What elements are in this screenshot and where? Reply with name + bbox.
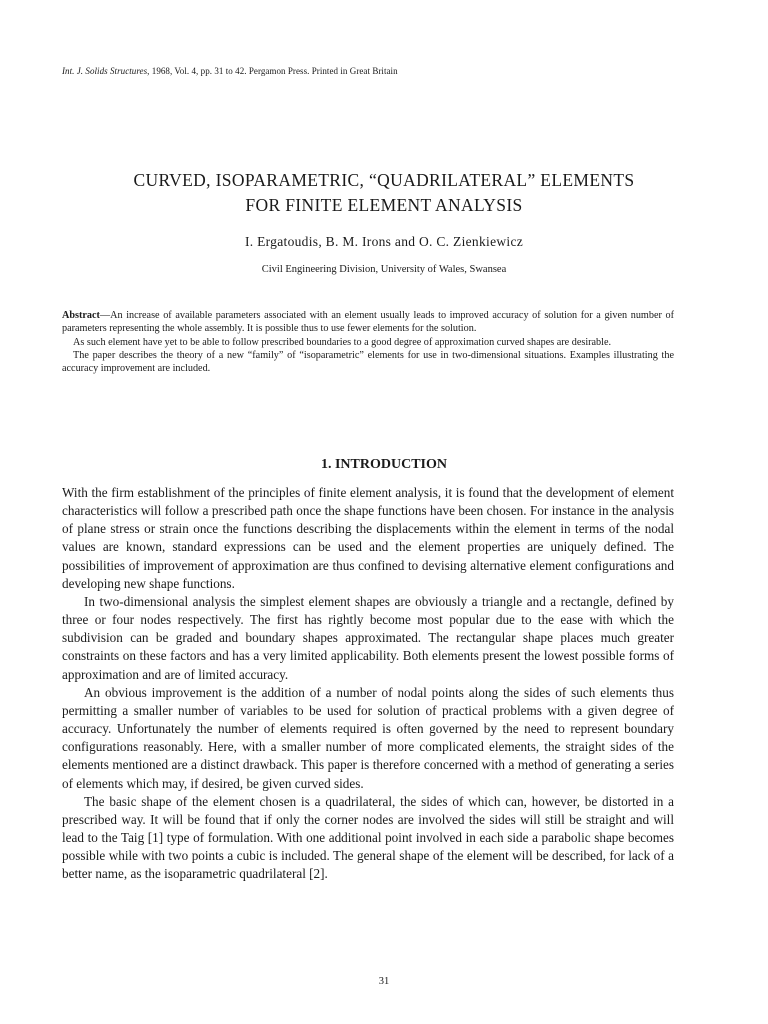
body-paragraph: With the firm establishment of the principles of finite element analysis, it is found that the development of element characteristics will follow a prescribed path once the shape functions have been chosen. For instance in the analysis of plane stress or strain once the functions describing the displacements within the element in terms of the nodal values are known, standard expressions can be used and the element properties are uniquely defined. The possibilities of improvement of approximation are thus confined to devising alternative element configurations and developing new shape functions. [62,485,674,591]
body-paragraph: In two-dimensional analysis the simplest element shapes are obviously a triangle and a rectangle, defined by three or four nodes respectively. The first has rightly become most popular due to the ease with which the subdivision can be graded and boundary shapes approximated. The rectangular shape places much greater constraints on these factors and has a very limited applicability. Both elements present the lowest possible forms of approximation and are of limited accuracy. [62,593,674,682]
title-line-2: FOR FINITE ELEMENT ANALYSIS [245,195,523,215]
citation-details: , 1968, Vol. 4, pp. 31 to 42. Pergamon Press. Printed in Great Britain [147,66,398,76]
abstract-text-1: —An increase of available parameters associated with an element usually leads to improved accuracy of solution for a given number of parameters representing the whole assembly. It is possible thus to use fewer elements for the solution. [62,310,674,335]
abstract-label: Abstract [62,310,100,321]
author-affiliation: Civil Engineering Division, University of Wales, Swansea [261,264,507,275]
abstract [62,309,674,375]
journal-name: Int. J. Solids Structures [62,66,148,76]
abstract-paragraph-1 [62,309,674,336]
body-paragraph: An obvious improvement is the addition of a number of nodal points along the sides of such elements thus permitting a smaller number of variables to be used for solution of practical problems with a given degree of accuracy. Unfortunately the number of elements required is often governed by the need to represent boundary configurations reasonably. Here, with a smaller number of more complicated elements, the straight sides of the elements mentioned are a distinct drawback. This paper is therefore concerned with a method of generating a series of elements which may, if desired, be given curved sides. [62,684,674,791]
journal-citation [62,66,398,76]
page-number: 31 [378,976,390,987]
paper-title [0,168,768,218]
abstract-paragraph-2: As such element have yet to be able to follow prescribed boundaries to a good degree of approximation curved shapes are desirable. [73,336,612,348]
section-body [62,484,674,883]
title-line-1: CURVED, ISOPARAMETRIC, “QUADRILATERAL” ELEMENTS [133,170,635,190]
body-paragraph: The basic shape of the element chosen is a quadrilateral, the sides of which can, however, be distorted in a prescribed way. It will be found that if only the corner nodes are involved the sides will still be straight and will lead to the Taig [1] type of formulation. With one additional point involved in each side a parabolic shape becomes possible while with two points a cubic is included. The general shape of the element will be described, for lack of a better name, as the isoparametric quadrilateral [2]. [62,793,674,882]
author-list: I. Ergatoudis, B. M. Irons and O. C. Zienkiewicz [244,234,524,249]
section-heading: 1. INTRODUCTION [320,457,447,472]
abstract-paragraph-3: The paper describes the theory of a new “family” of “isoparametric” elements for use in two-dimensional situations. Examples illustrating the accuracy improvement are included. [62,349,674,375]
